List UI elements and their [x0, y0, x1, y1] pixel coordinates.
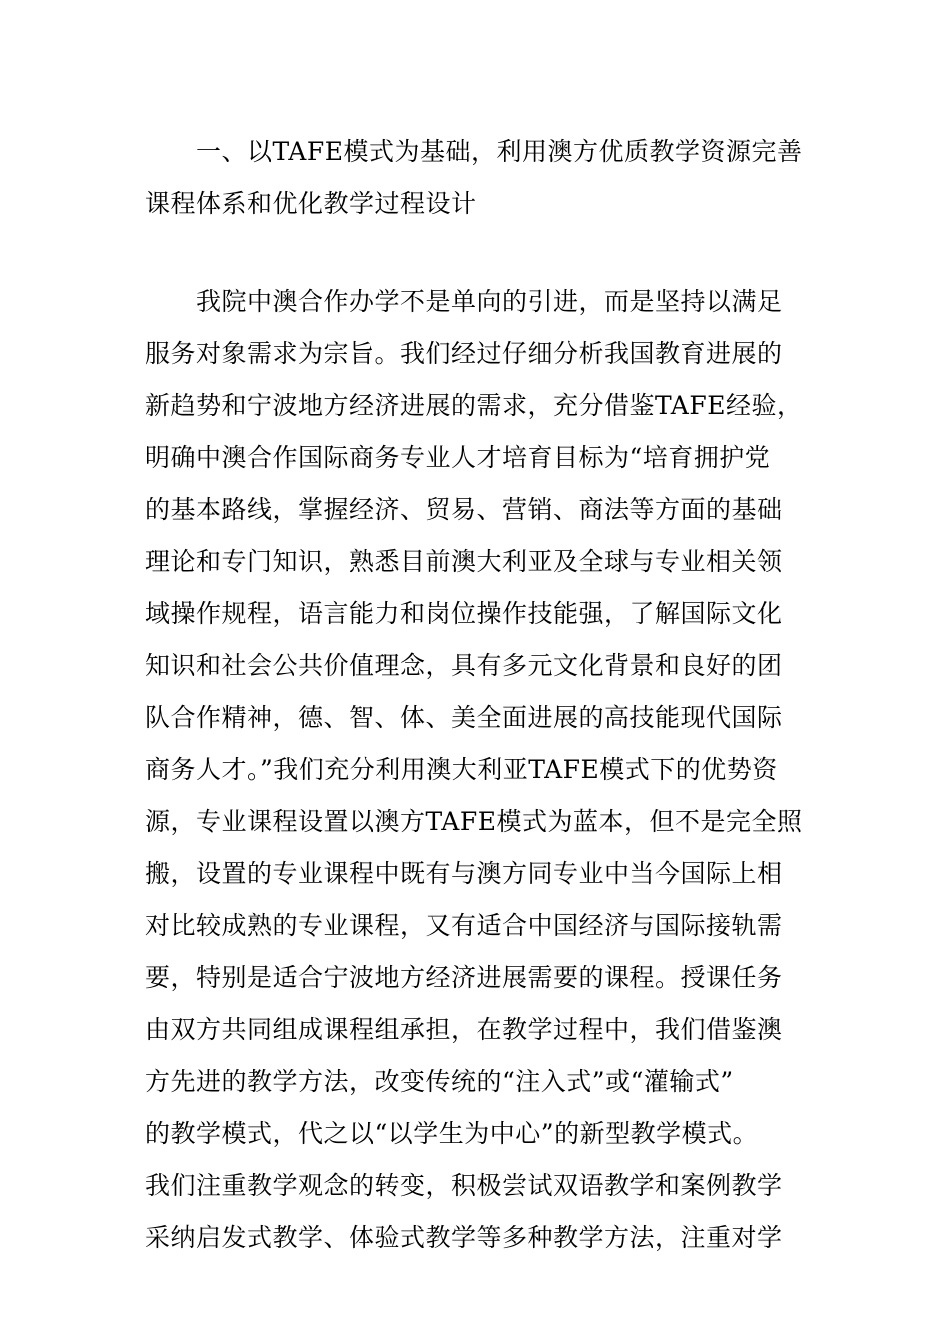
paragraph-line: 域操作规程，语言能力和岗位操作技能强，了解国际文化 [145, 599, 783, 628]
paragraph-line: 要，特别是适合宁波地方经济进展需要的课程。授课任务 [145, 963, 783, 992]
paragraph-line: 队合作精神，德、智、体、美全面进展的高技能现代国际 [145, 703, 783, 732]
paragraph-line: 理论和专门知识，熟悉目前澳大利亚及全球与专业相关领 [145, 547, 783, 576]
paragraph-line: 对比较成熟的专业课程，又有适合中国经济与国际接轨需 [145, 911, 783, 940]
paragraph-line: 搬，设置的专业课程中既有与澳方同专业中当今国际上相 [145, 859, 783, 888]
paragraph-line: 服务对象需求为宗旨。我们经过仔细分析我国教育进展的 [145, 339, 783, 368]
paragraph-line: 由双方共同组成课程组承担，在教学过程中，我们借鉴澳 [145, 1015, 783, 1044]
body-paragraph [145, 276, 810, 1264]
paragraph-line: 的教学模式，代之以“以学生为中心”的新型教学模式。 [145, 1119, 759, 1148]
paragraph-line: 商务人才。”我们充分利用澳大利亚TAFE模式下的优势资 [145, 755, 778, 784]
paragraph-line: 源，专业课程设置以澳方TAFE模式为蓝本，但不是完全照 [145, 807, 803, 836]
paragraph-line: 知识和社会公共价值理念，具有多元文化背景和良好的团 [145, 651, 783, 680]
section-heading [145, 126, 810, 230]
paragraph-line: 我院中澳合作办学不是单向的引进，而是坚持以满足 [145, 287, 783, 316]
paragraph-line: 采纳启发式教学、体验式教学等多种教学方法，注重对学 [145, 1223, 783, 1252]
heading-line: 一、以TAFE模式为基础，利用澳方优质教学资源完善 [145, 137, 803, 166]
paragraph-line: 的基本路线，掌握经济、贸易、营销、商法等方面的基础 [145, 495, 783, 524]
heading-line: 课程体系和优化教学过程设计 [145, 189, 477, 218]
paragraph-line: 方先进的教学方法，改变传统的“注入式”或“灌输式” [145, 1067, 734, 1096]
paragraph-line: 我们注重教学观念的转变，积极尝试双语教学和案例教学 [145, 1171, 783, 1200]
paragraph-line: 明确中澳合作国际商务专业人才培育目标为“培育拥护党 [145, 443, 771, 472]
paragraph-line: 新趋势和宁波地方经济进展的需求，充分借鉴TAFE经验， [145, 391, 803, 420]
